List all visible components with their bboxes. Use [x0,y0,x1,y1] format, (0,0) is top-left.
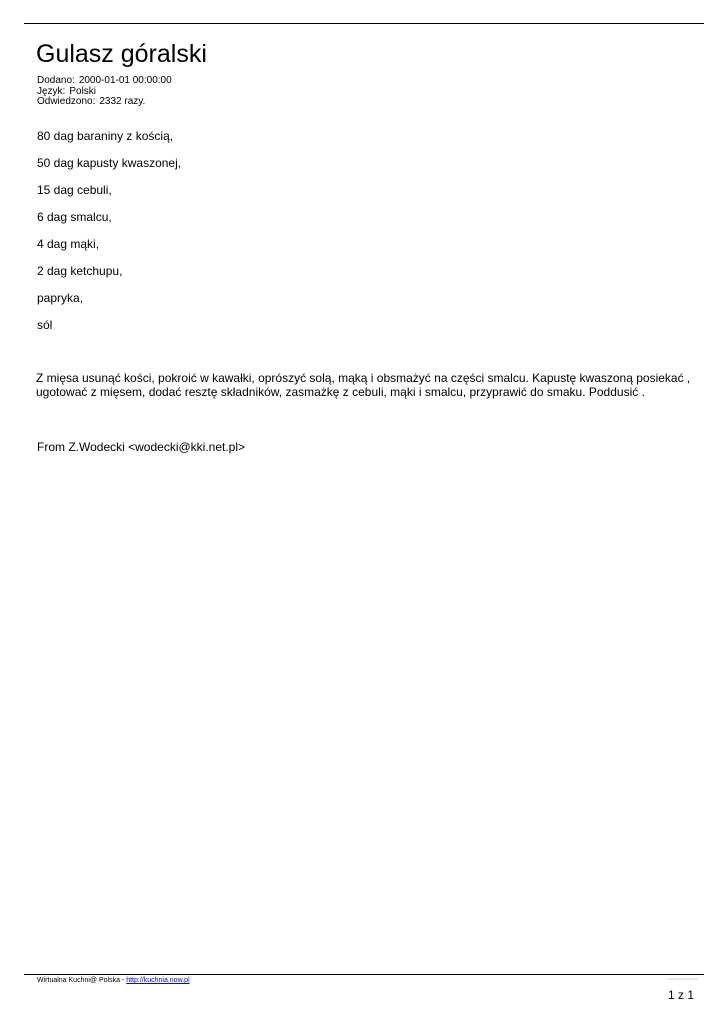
ingredient-item: 50 dag kapusty kwaszonej, [37,156,182,170]
recipe-meta [37,76,172,108]
meta-language-label: Język: [37,85,66,97]
footer-faint-mark [668,978,698,980]
meta-added-label: Dodano: [37,75,75,86]
bottom-divider [24,974,704,975]
meta-language-value: Polski [69,85,97,97]
footer-site-link[interactable]: http://kuchnia.now.pl [126,977,190,984]
top-divider [24,23,704,24]
recipe-author: From Z.Wodecki <wodecki@kki.net.pl> [37,440,246,454]
recipe-title: Gulasz góralski [36,40,207,68]
meta-added [37,76,172,87]
meta-visits [37,97,172,108]
ingredient-item: 6 dag smalcu, [37,210,112,224]
page-number: 1 z 1 [667,988,694,1002]
preparation-text [36,371,725,399]
ingredient-item: 4 dag mąki, [37,237,100,251]
preparation-line: ugotować z mięsem, dodać resztę składników, zasmażkę z cebuli, mąki i smalcu, przyprawić do smaku. Poddusić . [36,385,645,399]
ingredient-item: 15 dag cebuli, [37,183,112,197]
preparation-line: Z mięsa usunąć kości, pokroić w kawałki, oprószyć solą, mąką i obsmażyć na części smalcu. Kapustę kwaszoną posiekać , [36,371,691,385]
ingredients-list [37,128,181,344]
footer [37,976,190,985]
meta-added-value: 2000-01-01 00:00:00 [78,75,172,86]
ingredient-item: papryka, [37,291,84,305]
ingredient-item: sól [37,318,53,332]
meta-visits-value: 2332 razy. [99,96,146,107]
ingredient-item: 80 dag baraniny z kością, [37,129,174,143]
meta-visits-label: Odwiedzono: [37,96,96,107]
ingredient-item: 2 dag ketchupu, [37,264,123,278]
footer-site-name: Wirtualna Kuchni@ Polska - [37,977,127,984]
